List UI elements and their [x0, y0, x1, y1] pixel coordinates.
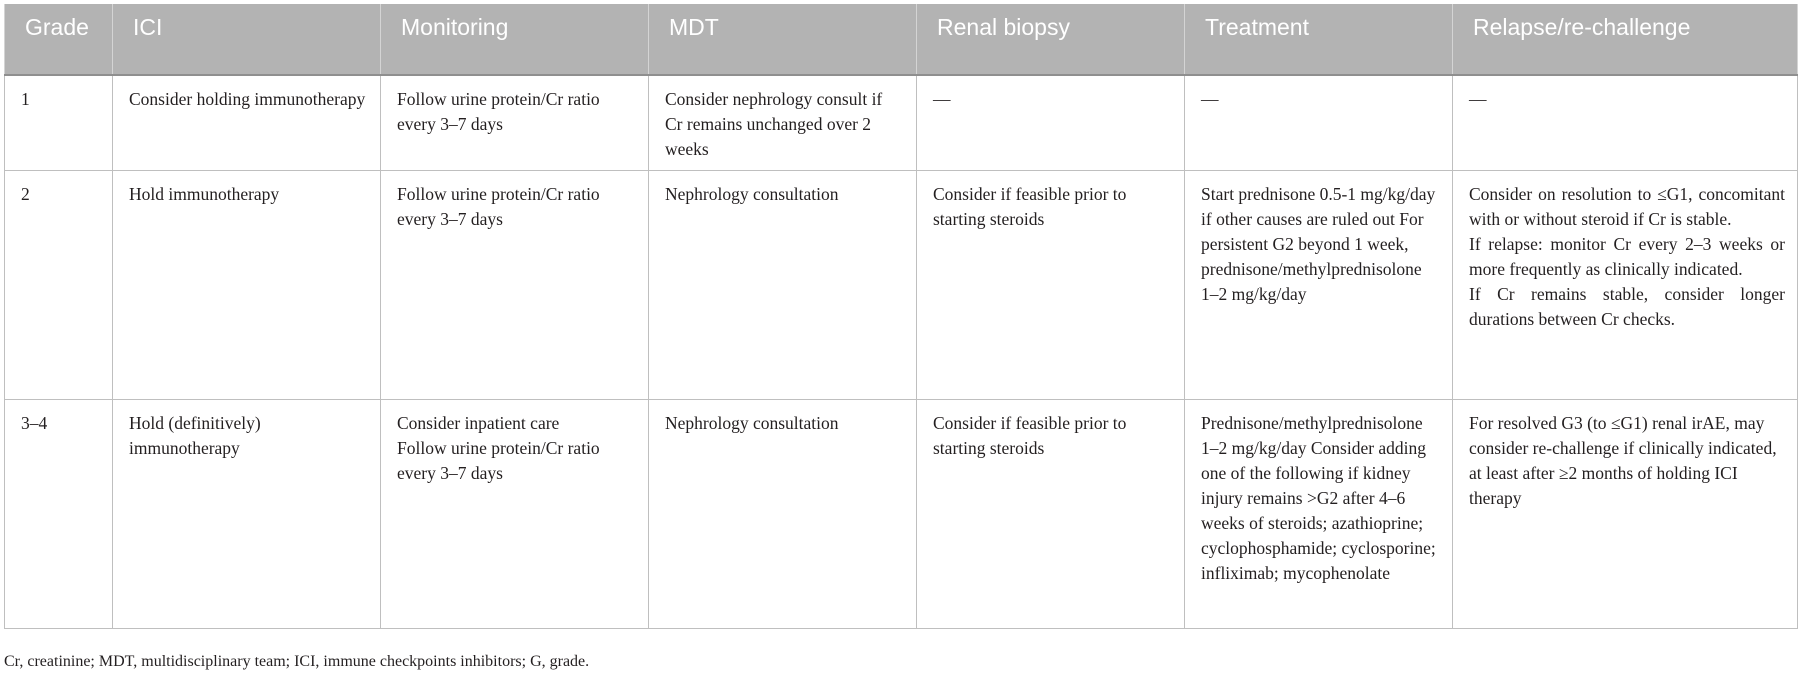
relapse-line: If relapse: monitor Cr every 2–3 weeks or more frequently as clinically indicated. [1469, 234, 1785, 279]
monitoring-line: Follow urine protein/Cr ratio every 3–7 days [397, 184, 600, 229]
table-footnote: Cr, creatinine; MDT, multidisciplinary team; ICI, immune checkpoints inhibitors; G, grade. [4, 653, 590, 670]
cell-renal-biopsy: — [917, 75, 1185, 171]
cell-relapse [1453, 75, 1798, 171]
relapse-line: — [1469, 89, 1487, 109]
cell-treatment: Prednisone/methylprednisolone 1–2 mg/kg/day Consider adding one of the following if kidney injury remains >G2 after 4–6 weeks of steroids; azathioprine; cyclophosphamide; cyclosporine; infliximab; mycophenolate [1185, 400, 1453, 629]
monitoring-line: Consider inpatient care [397, 413, 560, 433]
cell-treatment: Start prednisone 0.5-1 mg/kg/day if other causes are ruled out For persistent G2 beyond 1 week, prednisone/methylprednisolone 1–2 mg/kg/day [1185, 171, 1453, 400]
cell-mdt: Nephrology consultation [649, 400, 917, 629]
header-treatment: Treatment [1185, 4, 1453, 75]
cell-ici: Consider holding immunotherapy [113, 75, 381, 171]
table-row [5, 171, 1798, 400]
cell-relapse [1453, 171, 1798, 400]
cell-monitoring [381, 400, 649, 629]
relapse-line: Consider on resolution to ≤G1, concomitant with or without steroid if Cr is stable. [1469, 184, 1785, 229]
cell-grade: 1 [5, 75, 113, 171]
cell-monitoring [381, 171, 649, 400]
cell-mdt: Consider nephrology consult if Cr remains unchanged over 2 weeks [649, 75, 917, 171]
cell-monitoring [381, 75, 649, 171]
table-row [5, 400, 1798, 629]
guideline-table [4, 4, 1798, 629]
header-ici: ICI [113, 4, 381, 75]
header-relapse: Relapse/re-challenge [1453, 4, 1798, 75]
cell-renal-biopsy: Consider if feasible prior to starting steroids [917, 400, 1185, 629]
cell-ici: Hold (definitively) immunotherapy [113, 400, 381, 629]
guideline-table-container [4, 4, 1797, 629]
header-monitoring: Monitoring [381, 4, 649, 75]
cell-renal-biopsy: Consider if feasible prior to starting steroids [917, 171, 1185, 400]
header-grade: Grade [5, 4, 113, 75]
cell-mdt: Nephrology consultation [649, 171, 917, 400]
header-mdt: MDT [649, 4, 917, 75]
cell-ici: Hold immunotherapy [113, 171, 381, 400]
header-renal-biopsy: Renal biopsy [917, 4, 1185, 75]
monitoring-line: Follow urine protein/Cr ratio every 3–7 days [397, 438, 600, 483]
cell-grade: 2 [5, 171, 113, 400]
monitoring-line: Follow urine protein/Cr ratio every 3–7 days [397, 89, 600, 134]
cell-treatment: — [1185, 75, 1453, 171]
cell-relapse [1453, 400, 1798, 629]
relapse-line: For resolved G3 (to ≤G1) renal irAE, may consider re-challenge if clinically indicated, at least after ≥2 months of holding ICI therapy [1469, 413, 1777, 508]
cell-grade: 3–4 [5, 400, 113, 629]
relapse-line: If Cr remains stable, consider longer durations between Cr checks. [1469, 284, 1785, 329]
table-row [5, 75, 1798, 171]
table-header-row [5, 4, 1798, 75]
